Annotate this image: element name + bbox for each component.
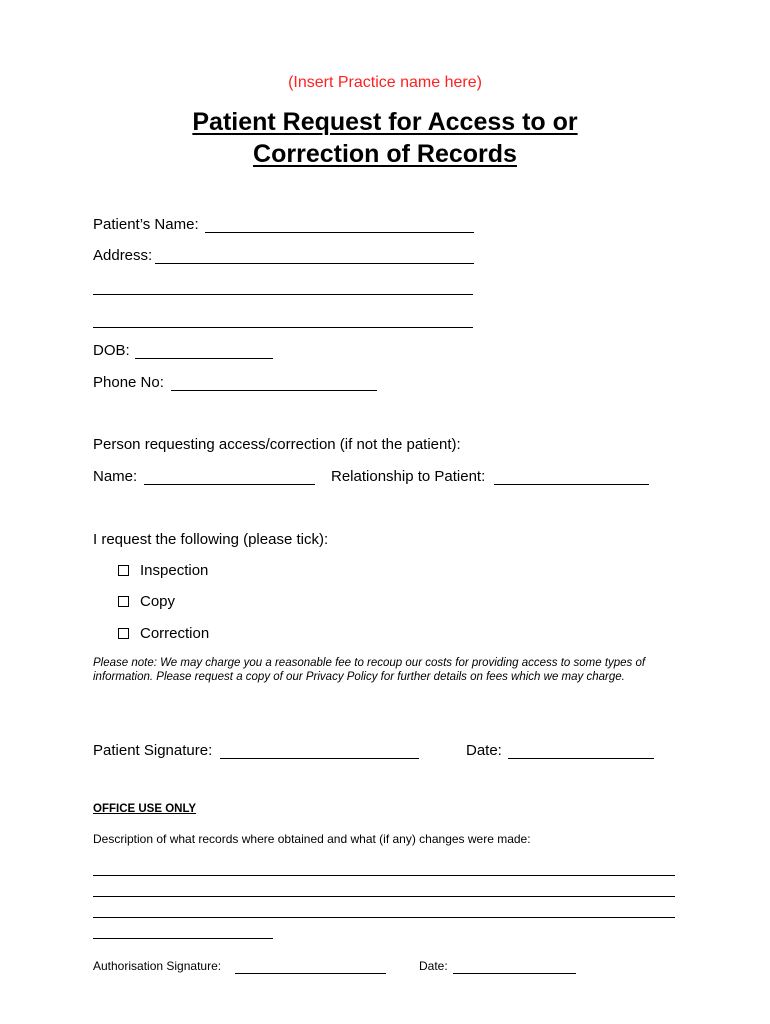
- signature-date-label: Date:: [466, 742, 507, 759]
- office-date-label: Date:: [419, 959, 452, 973]
- fee-note: Please note: We may charge you a reasonable fee to recoup our costs for providing access to some types of information. Please request a copy of our Privacy Policy for further details on fees which we may charge.: [93, 657, 646, 683]
- office-description-line-3[interactable]: [93, 917, 675, 918]
- office-use-heading: OFFICE USE ONLY: [93, 803, 197, 815]
- phone-label: Phone No:: [93, 374, 169, 391]
- phone-field[interactable]: [171, 390, 377, 391]
- correction-option-label: Correction: [140, 625, 210, 642]
- signature-date-field[interactable]: [508, 758, 654, 759]
- address-field-line-1[interactable]: [155, 263, 474, 264]
- authorisation-signature-field[interactable]: [235, 973, 386, 974]
- dob-label: DOB:: [93, 342, 134, 359]
- relationship-label: Relationship to Patient:: [331, 468, 490, 485]
- office-description-line-4[interactable]: [93, 938, 273, 939]
- dob-field[interactable]: [135, 358, 273, 359]
- form-title-line-1: Patient Request for Access to or: [192, 108, 578, 136]
- inspection-checkbox[interactable]: [118, 565, 129, 576]
- patient-name-label: Patient’s Name:: [93, 216, 203, 233]
- office-date-field[interactable]: [453, 973, 576, 974]
- patient-signature-label: Patient Signature:: [93, 742, 217, 759]
- address-field-line-2[interactable]: [93, 294, 473, 295]
- copy-checkbox[interactable]: [118, 596, 129, 607]
- address-label: Address:: [93, 247, 153, 264]
- office-description-line-2[interactable]: [93, 896, 675, 897]
- copy-option-label: Copy: [140, 593, 176, 610]
- requester-heading: Person requesting access/correction (if not the patient):: [93, 436, 461, 453]
- authorisation-signature-label: Authorisation Signature:: [93, 959, 225, 973]
- form-title-line-2: Correction of Records: [253, 140, 517, 168]
- patient-name-field[interactable]: [205, 232, 474, 233]
- practice-name-placeholder: (Insert Practice name here): [288, 74, 482, 91]
- office-description-label: Description of what records where obtained and what (if any) changes were made:: [93, 832, 531, 846]
- address-field-line-3[interactable]: [93, 327, 473, 328]
- patient-signature-field[interactable]: [220, 758, 419, 759]
- office-description-line-1[interactable]: [93, 875, 675, 876]
- relationship-field[interactable]: [494, 484, 649, 485]
- requester-name-label: Name:: [93, 468, 142, 485]
- requester-name-field[interactable]: [144, 484, 315, 485]
- request-heading: I request the following (please tick):: [93, 531, 329, 548]
- inspection-option-label: Inspection: [140, 562, 209, 579]
- correction-checkbox[interactable]: [118, 628, 129, 639]
